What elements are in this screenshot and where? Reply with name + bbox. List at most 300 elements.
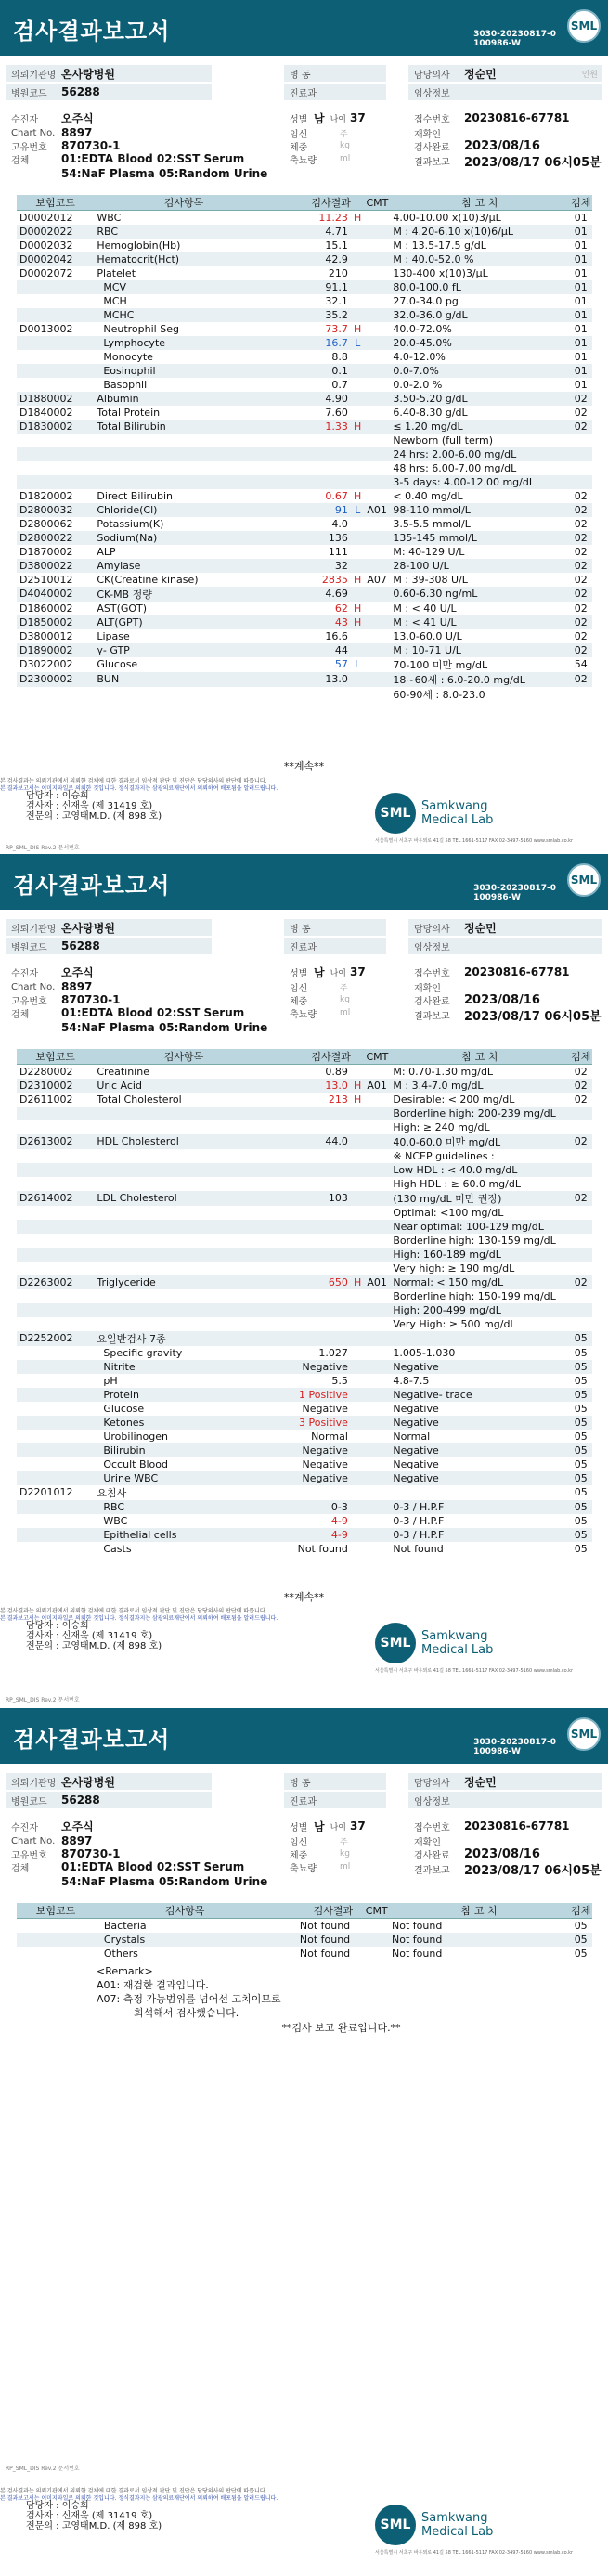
cell-specimen: 01 bbox=[570, 252, 592, 266]
cell-flag: H bbox=[351, 420, 365, 434]
cell-ref: M: 0.70-1.30 mg/dL bbox=[393, 1065, 494, 1078]
cell-code: D2201012 bbox=[19, 1486, 73, 1498]
cell-ref: Newborn (full term) bbox=[393, 434, 494, 447]
table-row bbox=[17, 1303, 592, 1317]
cell-name: Glucose bbox=[97, 658, 138, 670]
cell-cmt bbox=[364, 239, 390, 252]
hospital-code-value: 56288 bbox=[61, 85, 100, 98]
cell-code: D1840002 bbox=[19, 406, 73, 419]
cell-result: 44.0 bbox=[274, 1134, 351, 1149]
table-row bbox=[17, 280, 592, 294]
cell-specimen: 02 bbox=[570, 503, 592, 517]
cell-flag bbox=[351, 1177, 365, 1191]
table-row bbox=[17, 629, 592, 643]
cell-code bbox=[17, 1107, 94, 1120]
cell-result: 1.33 bbox=[274, 420, 351, 434]
cell-name bbox=[94, 687, 273, 702]
specimen-value-1: 01:EDTA Blood 02:SST Serum bbox=[61, 152, 245, 165]
cell-code bbox=[17, 308, 94, 322]
cell-specimen: 02 bbox=[574, 1093, 588, 1106]
cell-specimen: 01 bbox=[570, 364, 592, 378]
cell-ref: Desirable: < 200 mg/dL bbox=[393, 1093, 515, 1106]
cell-code: D3800012 bbox=[19, 629, 73, 642]
cell-name: MCH bbox=[97, 294, 127, 307]
cell-flag bbox=[351, 1206, 365, 1220]
cell-ref: 0.0-7.0% bbox=[390, 364, 569, 378]
cell-result: Not found bbox=[297, 1542, 348, 1555]
cell-cmt bbox=[364, 434, 390, 447]
table-row bbox=[17, 503, 592, 517]
cell-result bbox=[274, 1485, 351, 1500]
cell-flag bbox=[351, 350, 365, 364]
cell-flag bbox=[351, 1303, 365, 1317]
table-row bbox=[17, 1430, 592, 1443]
cell-result: 111 bbox=[328, 545, 348, 558]
cell-result: 44 bbox=[274, 643, 351, 657]
cell-result: 13.0 bbox=[274, 1079, 351, 1093]
cell-specimen: 01 bbox=[574, 211, 588, 224]
cell-specimen bbox=[570, 434, 592, 447]
cell-specimen: 01 bbox=[574, 294, 588, 307]
cell-cmt bbox=[364, 225, 390, 239]
table-row bbox=[17, 531, 592, 545]
cell-cmt bbox=[364, 461, 390, 475]
continued-text: **계속** bbox=[283, 760, 325, 772]
chart-no-value: 8897 bbox=[61, 126, 93, 139]
cell-specimen bbox=[570, 1149, 592, 1163]
cell-name bbox=[94, 1289, 273, 1303]
cell-code bbox=[17, 1542, 94, 1556]
end-text: **검사 보고 완료입니다.** bbox=[281, 2022, 401, 2034]
cell-specimen: 02 bbox=[570, 559, 592, 573]
table-row bbox=[17, 545, 592, 559]
cell-ref bbox=[390, 1485, 569, 1500]
cell-name: ALT(GPT) bbox=[94, 615, 273, 629]
cell-specimen bbox=[570, 1289, 592, 1303]
cell-name: MCHC bbox=[94, 308, 273, 322]
cell-name: Specific gravity bbox=[97, 1346, 183, 1359]
cell-specimen: 05 bbox=[570, 1416, 592, 1430]
cell-cmt bbox=[364, 447, 390, 461]
cell-result: 11.23 bbox=[318, 211, 348, 224]
cell-ref: 70-100 미만 mg/dL bbox=[393, 658, 488, 671]
cell-ref: M : 13.5-17.5 g/dL bbox=[393, 239, 486, 252]
cell-name bbox=[94, 1120, 273, 1134]
cell-cmt bbox=[364, 280, 390, 294]
results-table-2 bbox=[17, 1049, 592, 1556]
cell-cmt bbox=[364, 517, 390, 531]
cell-result: 0.67 bbox=[325, 489, 348, 502]
cell-flag bbox=[351, 1149, 365, 1163]
table-row bbox=[17, 378, 592, 392]
table-row bbox=[17, 1500, 592, 1514]
cell-cmt bbox=[364, 1262, 390, 1275]
cell-code bbox=[17, 434, 94, 447]
cell-name bbox=[94, 1107, 273, 1120]
cell-result bbox=[274, 1331, 351, 1346]
cell-code bbox=[17, 350, 94, 364]
cell-result bbox=[274, 1303, 351, 1317]
cell-result: 4.90 bbox=[274, 392, 351, 406]
cell-name: Others bbox=[97, 1947, 138, 1960]
cell-ref: ≤ 1.20 mg/dL bbox=[390, 420, 569, 434]
cell-result: 8.8 bbox=[331, 350, 348, 363]
cell-cmt: A01 bbox=[364, 1079, 390, 1093]
samkwang-logo: SML Samkwang Medical Lab bbox=[375, 1623, 493, 1663]
reg-no-value: 870730-1 bbox=[61, 139, 121, 152]
cell-specimen: 02 bbox=[570, 392, 592, 406]
cell-result: 35.2 bbox=[274, 308, 351, 322]
cell-ref: 32.0-36.0 g/dL bbox=[390, 308, 569, 322]
report-code: 3030-20230817-0 100986-W bbox=[473, 884, 556, 902]
cell-flag bbox=[351, 1471, 365, 1485]
cell-flag bbox=[353, 1919, 364, 1933]
cell-cmt bbox=[364, 1303, 390, 1317]
cell-result: Negative bbox=[302, 1457, 348, 1470]
cell-cmt bbox=[364, 1500, 390, 1514]
table-row bbox=[17, 1528, 592, 1542]
samkwang-logo: SML Samkwang Medical Lab bbox=[375, 793, 493, 834]
cell-code bbox=[17, 1177, 94, 1191]
report-date-value: 2023/08/17 06시05분 bbox=[464, 155, 602, 170]
cell-specimen bbox=[570, 461, 592, 475]
cell-flag bbox=[351, 1163, 365, 1177]
cell-cmt bbox=[364, 266, 390, 280]
cell-code: D1830002 bbox=[17, 420, 94, 434]
cell-cmt bbox=[364, 545, 390, 559]
cell-flag bbox=[351, 1416, 365, 1430]
hospital-code-row: 병원코드 56288 bbox=[6, 84, 212, 100]
table-row bbox=[17, 392, 592, 406]
cell-flag bbox=[351, 447, 365, 461]
cell-specimen bbox=[570, 1120, 592, 1134]
table-row bbox=[17, 602, 592, 615]
cell-code: D2510012 bbox=[19, 573, 73, 586]
table-row bbox=[17, 587, 592, 602]
table-row bbox=[17, 1443, 592, 1457]
cell-cmt bbox=[364, 657, 390, 672]
cell-result: Not found bbox=[299, 1947, 351, 1960]
cell-cmt bbox=[364, 322, 390, 336]
cell-ref: 3-5 days: 4.00-12.00 mg/dL bbox=[390, 475, 569, 489]
cell-specimen: 01 bbox=[574, 378, 588, 391]
cell-flag bbox=[351, 434, 365, 447]
cell-result bbox=[274, 1120, 351, 1134]
cell-cmt bbox=[364, 1485, 390, 1500]
report-title: 검사결과보고서 bbox=[13, 19, 171, 45]
patient-row: 수진자 오주식 bbox=[11, 111, 94, 125]
cell-specimen: 05 bbox=[574, 1457, 588, 1470]
cell-code bbox=[17, 1317, 94, 1331]
cell-result: 650 bbox=[274, 1275, 351, 1289]
cell-result: Negative bbox=[274, 1471, 351, 1485]
cell-flag: L bbox=[351, 503, 365, 517]
continued-text: **계속** bbox=[283, 1591, 325, 1603]
cell-result bbox=[274, 1206, 351, 1220]
cell-ref: M : 4.20-6.10 x(10)6/µL bbox=[390, 225, 569, 239]
cell-name: Creatinine bbox=[97, 1065, 149, 1078]
cell-result: 57 bbox=[334, 658, 348, 670]
cell-ref: M : 10-71 U/L bbox=[390, 643, 569, 657]
cell-specimen: 02 bbox=[574, 1065, 588, 1078]
table-row bbox=[17, 1134, 592, 1149]
cell-code: D0013002 bbox=[19, 322, 73, 335]
cell-cmt bbox=[364, 1317, 390, 1331]
table-row bbox=[17, 266, 592, 280]
table-row bbox=[17, 447, 592, 461]
receipt-no-row: 접수번호 20230816-67781 bbox=[414, 111, 570, 125]
table-row bbox=[17, 1177, 592, 1191]
cell-code bbox=[17, 1262, 94, 1275]
cell-specimen bbox=[570, 1234, 592, 1248]
cell-name: Lymphocyte bbox=[94, 336, 273, 350]
cell-code bbox=[17, 1248, 94, 1262]
cell-ref: 48 hrs: 6.00-7.00 mg/dL bbox=[393, 461, 517, 474]
cell-specimen bbox=[570, 1163, 592, 1177]
cell-cmt bbox=[364, 643, 390, 657]
cell-flag: H bbox=[351, 1275, 365, 1289]
cell-result: 4.0 bbox=[331, 517, 348, 530]
cell-result: Normal bbox=[311, 1430, 348, 1443]
remarks: <Remark> A01: 재검한 결과입니다. A07: 측정 가능범위를 넘어선 고치이므로 희석해서 검사했습니다. bbox=[97, 1965, 281, 2019]
table-row bbox=[17, 1416, 592, 1430]
cell-name: HDL Cholesterol bbox=[94, 1134, 273, 1149]
cell-flag bbox=[351, 1402, 365, 1416]
cell-specimen: 02 bbox=[570, 420, 592, 434]
signers: 담당자 : 이승희 검사자 : 신재욱 (제 31419 호) 전문의 : 고영태M.D. (제 898 호) bbox=[26, 2501, 162, 2531]
cell-ref: High HDL : ≥ 60.0 mg/dL bbox=[393, 1177, 521, 1190]
cell-cmt bbox=[364, 1220, 390, 1234]
cell-ref: 0.0-2.0 % bbox=[393, 378, 443, 391]
cell-name: Urobilinogen bbox=[97, 1430, 168, 1443]
table-row bbox=[17, 1191, 592, 1206]
cell-code: D2263002 bbox=[17, 1275, 94, 1289]
cell-code: D0002032 bbox=[19, 239, 73, 252]
cell-code: D1890002 bbox=[17, 643, 94, 657]
cell-ref: Very High: ≥ 500 mg/dL bbox=[393, 1317, 516, 1330]
table-row bbox=[17, 1331, 592, 1346]
cell-cmt bbox=[364, 1289, 390, 1303]
cell-code: D2614002 bbox=[17, 1191, 94, 1206]
table-row bbox=[17, 1947, 592, 1961]
cell-ref: < 0.40 mg/dL bbox=[393, 489, 463, 502]
cell-ref: 80.0-100.0 fL bbox=[390, 280, 569, 294]
cell-result: 91 bbox=[274, 503, 351, 517]
cell-specimen bbox=[570, 447, 592, 461]
sml-badge-icon: SML bbox=[567, 9, 601, 43]
cell-cmt bbox=[364, 1346, 390, 1360]
cell-flag bbox=[351, 1485, 365, 1500]
cell-code: D0002042 bbox=[17, 252, 94, 266]
cell-cmt bbox=[364, 392, 390, 406]
cell-flag bbox=[351, 225, 365, 239]
cell-flag bbox=[351, 1457, 365, 1471]
cell-cmt bbox=[364, 1528, 390, 1542]
cell-ref: 0-3 / H.P.F bbox=[390, 1528, 569, 1542]
cell-cmt bbox=[364, 350, 390, 364]
cell-result: 4-9 bbox=[274, 1528, 351, 1542]
table-row bbox=[17, 350, 592, 364]
cell-result: 213 bbox=[328, 1093, 348, 1106]
table-row bbox=[17, 687, 592, 702]
cell-cmt: A01 bbox=[364, 503, 390, 517]
cell-flag bbox=[351, 1234, 365, 1248]
table-row bbox=[17, 1514, 592, 1528]
cell-flag bbox=[351, 687, 365, 702]
cell-name bbox=[94, 447, 273, 461]
cell-cmt bbox=[364, 1542, 390, 1556]
cell-ref: Negative bbox=[390, 1360, 569, 1374]
cell-result bbox=[274, 475, 351, 489]
cell-specimen: 02 bbox=[570, 672, 592, 687]
cell-name bbox=[94, 1149, 273, 1163]
cell-name: Lipase bbox=[97, 629, 130, 642]
cell-cmt bbox=[364, 559, 390, 573]
cell-flag bbox=[351, 545, 365, 559]
cell-name bbox=[94, 1248, 273, 1262]
cell-specimen: 01 bbox=[574, 350, 588, 363]
cell-specimen bbox=[570, 1220, 592, 1234]
cell-name: WBC bbox=[97, 211, 122, 224]
cell-flag bbox=[351, 1120, 365, 1134]
cell-name: Albumin bbox=[94, 392, 273, 406]
cell-flag bbox=[351, 1107, 365, 1120]
cell-flag bbox=[351, 1317, 365, 1331]
cell-specimen: 02 bbox=[574, 517, 588, 530]
cell-flag bbox=[351, 643, 365, 657]
cell-cmt bbox=[364, 1107, 390, 1120]
table-row bbox=[17, 1206, 592, 1220]
receipt-no-value: 20230816-67781 bbox=[464, 111, 570, 124]
cell-specimen: 01 bbox=[570, 225, 592, 239]
cell-cmt bbox=[364, 1514, 390, 1528]
cell-specimen: 05 bbox=[574, 1374, 588, 1387]
cell-flag bbox=[351, 1443, 365, 1457]
cell-cmt bbox=[364, 294, 390, 308]
cell-ref: 18~60세 : 6.0-20.0 mg/dL bbox=[390, 672, 569, 687]
cell-ref: M: 40-129 U/L bbox=[393, 545, 465, 558]
cell-specimen: 05 bbox=[574, 1346, 588, 1359]
cell-result: 0.89 bbox=[325, 1065, 348, 1078]
patient-info: 의뢰기관명 온사랑병원 병원코드 56288 수진자 오주식 Chart No. 8897 고유번호 870730-1 검체 01:EDTA Blood 02:SST Serum 54:NaF Plasma 05:Random Urine 병 동 진료과 성별 남 나이 37 임신 주 체중 kg 축뇨량 ml 담당의사 정순민 임상정보 접수번호 20230816-67781 재확인 검사완료 2023/08/16 결과보고 2023/08/17 06시05분 bbox=[0, 1764, 608, 1910]
cell-name: RBC bbox=[94, 1500, 273, 1514]
cell-cmt bbox=[364, 1430, 390, 1443]
cell-cmt bbox=[364, 420, 390, 434]
cell-code bbox=[17, 1360, 94, 1374]
table-row bbox=[17, 1360, 592, 1374]
cell-cmt bbox=[364, 1374, 390, 1388]
cell-cmt bbox=[364, 364, 390, 378]
patient-value: 오주식 bbox=[61, 111, 94, 125]
cell-ref: Negative bbox=[393, 1457, 439, 1470]
hospital-code-value: 56288 bbox=[61, 939, 100, 952]
cell-cmt bbox=[364, 475, 390, 489]
cell-flag bbox=[351, 461, 365, 475]
table-row bbox=[17, 308, 592, 322]
table-row bbox=[17, 1457, 592, 1471]
cell-name: Crystals bbox=[95, 1933, 275, 1947]
cell-code bbox=[17, 1120, 94, 1134]
cell-code: D1850002 bbox=[17, 615, 94, 629]
cell-result: 210 bbox=[328, 266, 348, 279]
cell-result: 73.7 bbox=[325, 322, 348, 335]
report-title: 검사결과보고서 bbox=[13, 873, 171, 899]
table-row bbox=[17, 1107, 592, 1120]
table-row bbox=[17, 461, 592, 475]
cell-ref: M : 3.4-7.0 mg/dL bbox=[390, 1079, 569, 1093]
table-row bbox=[17, 336, 592, 350]
cell-flag: H bbox=[354, 602, 362, 615]
cell-name: CK(Creatine kinase) bbox=[97, 573, 199, 586]
cell-flag bbox=[351, 531, 365, 545]
report-title: 검사결과보고서 bbox=[13, 1727, 171, 1753]
cell-cmt bbox=[364, 1149, 390, 1163]
cell-name: AST(GOT) bbox=[97, 602, 148, 615]
cell-code: D2300002 bbox=[17, 672, 94, 687]
table-row bbox=[17, 475, 592, 489]
results-body-2 bbox=[17, 1065, 592, 1556]
cell-code: D1820002 bbox=[19, 489, 73, 502]
cell-code bbox=[17, 1388, 94, 1402]
report-header bbox=[0, 854, 608, 910]
cell-specimen: 02 bbox=[570, 615, 592, 629]
table-row bbox=[17, 434, 592, 447]
cell-name bbox=[94, 1163, 273, 1177]
cell-cmt bbox=[364, 1234, 390, 1248]
results-table-1 bbox=[17, 195, 592, 702]
cell-ref: 40.0-72.0% bbox=[393, 322, 452, 335]
table-header: 보험코드 검사항목 검사결과 CMT 참 고 치 검체 bbox=[17, 195, 592, 211]
table-row bbox=[17, 517, 592, 531]
cell-flag bbox=[351, 294, 365, 308]
cell-specimen: 05 bbox=[570, 1471, 592, 1485]
table-row bbox=[17, 559, 592, 573]
cell-code: D2800032 bbox=[17, 503, 94, 517]
cell-flag bbox=[351, 1248, 365, 1262]
cell-cmt: A01 bbox=[364, 1275, 390, 1289]
table-row bbox=[17, 1079, 592, 1093]
cell-flag bbox=[351, 1289, 365, 1303]
table-row bbox=[17, 364, 592, 378]
test-date-value: 2023/08/16 bbox=[464, 138, 540, 153]
cell-cmt bbox=[364, 587, 390, 602]
cell-result: 1 Positive bbox=[274, 1388, 351, 1402]
table-row bbox=[17, 1542, 592, 1556]
cell-ref: 27.0-34.0 pg bbox=[393, 294, 459, 307]
cell-specimen bbox=[570, 687, 592, 702]
cell-specimen: 54 bbox=[574, 658, 588, 670]
cell-name: Basophil bbox=[97, 378, 148, 391]
cell-code bbox=[17, 1430, 94, 1443]
cell-result bbox=[274, 1107, 351, 1120]
cell-cmt bbox=[364, 1248, 390, 1262]
cell-name: LDL Cholesterol bbox=[94, 1191, 273, 1206]
table-row bbox=[17, 1317, 592, 1331]
table-row bbox=[17, 1471, 592, 1485]
cell-ref: Very high: ≥ 190 mg/dL bbox=[393, 1262, 515, 1275]
cell-ref: Borderline high: 150-199 mg/dL bbox=[393, 1289, 556, 1302]
cell-result: 2835 bbox=[321, 573, 348, 586]
table-row bbox=[17, 643, 592, 657]
cell-name: Epithelial cells bbox=[94, 1528, 273, 1542]
specimen-row: 검체 01:EDTA Blood 02:SST Serum bbox=[11, 152, 245, 166]
table-row bbox=[17, 1220, 592, 1234]
cell-specimen: 02 bbox=[570, 587, 592, 602]
cell-ref: 4.00-10.00 x(10)3/µL bbox=[393, 211, 501, 224]
cell-ref: 24 hrs: 2.00-6.00 mg/dL bbox=[390, 447, 569, 461]
cell-cmt bbox=[364, 1402, 390, 1416]
patient-info bbox=[0, 56, 608, 202]
